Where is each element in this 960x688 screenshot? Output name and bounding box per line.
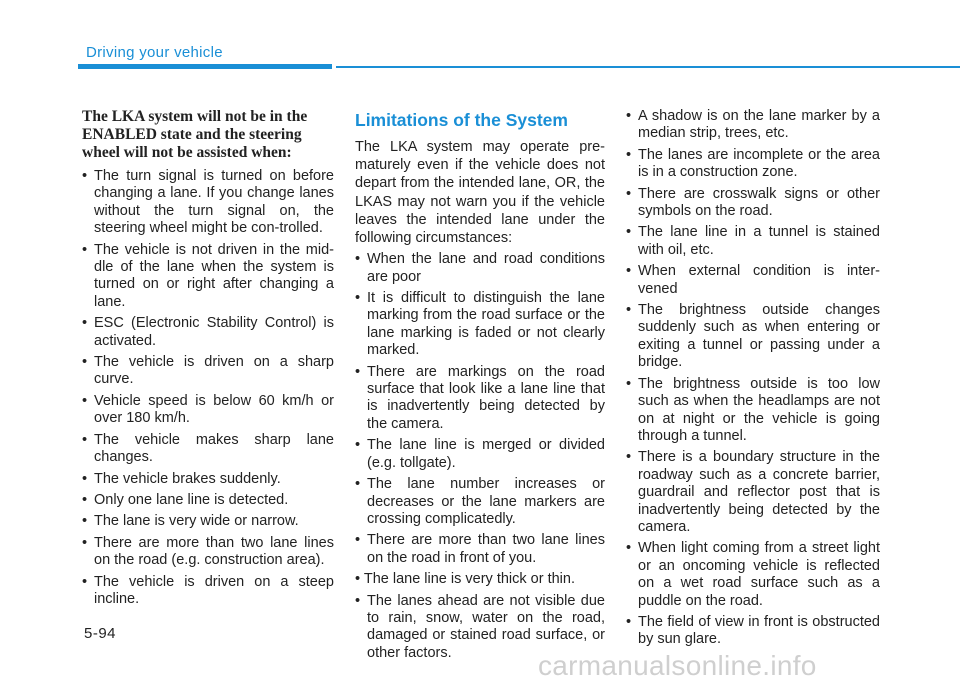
list-item-text: Only one lane line is detected. [94, 491, 289, 508]
bullet-icon: • [355, 437, 361, 454]
bullet-icon: • [626, 302, 632, 319]
list-item-text: When the lane and road conditions are poor [367, 251, 605, 285]
list-item [82, 574, 334, 609]
bullet-icon: • [626, 540, 632, 557]
list-item [626, 186, 880, 221]
list-item-text: ESC (Electronic Stability Control) is activated. [94, 315, 334, 349]
list-item [355, 532, 605, 567]
bullet-icon: • [355, 363, 361, 380]
bullet-icon: • [626, 263, 632, 280]
list-item [82, 315, 334, 350]
list-item [626, 302, 880, 372]
list-item [82, 168, 334, 238]
bullet-icon: • [626, 449, 632, 466]
middle-bullet-list [355, 251, 605, 567]
list-item-text: The lane line is merged or divided (e.g. tollgate). [367, 437, 605, 471]
list-item-text: The lanes are incomplete or the area is in a construction zone. [638, 146, 880, 181]
bullet-icon: • [626, 108, 632, 124]
list-item [355, 251, 605, 286]
bullet-icon: • [82, 573, 88, 590]
lka-not-enabled-heading: The LKA system will not be in the ENABLED state and the steering wheel will not be assisted when: [82, 108, 308, 161]
middle-column [355, 110, 605, 666]
list-item-text: The vehicle brakes suddenly. [94, 470, 281, 487]
bullet-icon: • [82, 392, 88, 409]
list-item-text: The brightness outside changes suddenly such as when entering or exiting a tunnel or passing under a bridge. [638, 302, 880, 371]
limitations-intro: The LKA system may operate pre-maturely even if the vehicle does not depart from the intended lane, OR, the LKAS may not warn you if the vehicle leaves the intended lane under the following circumstances: [355, 139, 605, 247]
watermark-logo: carmanualsonline.info [538, 650, 817, 681]
list-item-text: The vehicle is not driven in the mid-dle of the lane when the system is turned on or right after changing a lane. [94, 241, 334, 310]
bullet-icon: • [355, 251, 361, 268]
bullet-icon: • [82, 354, 88, 371]
list-item [626, 449, 880, 536]
bullet-icon: • [626, 613, 632, 630]
bullet-icon: • [355, 290, 361, 307]
right-bullet-list [626, 108, 880, 649]
list-item-text: The vehicle makes sharp lane changes. [94, 431, 334, 466]
bullet-icon: • [82, 168, 88, 184]
list-item-text: When light coming from a street light or an oncoming vehicle is reflected on a wet road surface such as a puddle on the road. [638, 540, 880, 609]
list-item-text: Vehicle speed is below 60 km/h or over 180 km/h. [94, 392, 334, 427]
right-column [626, 108, 880, 653]
bullet-icon: • [355, 532, 361, 549]
list-item-text: There are markings on the road surface that look like a lane line that is inadvertently being detected by the camera. [367, 363, 605, 432]
list-item [82, 471, 334, 488]
list-item [626, 263, 880, 298]
bullet-icon: • [626, 185, 632, 202]
bullet-icon: • [82, 431, 88, 448]
list-item-text: There are more than two lane lines on the road (e.g. construction area). [94, 534, 334, 569]
list-item [82, 354, 334, 389]
list-item [626, 540, 880, 610]
bullet-icon: • [626, 146, 632, 163]
list-item [82, 513, 334, 530]
list-item [355, 290, 605, 360]
header-rule-thin [336, 66, 960, 68]
list-item [82, 492, 334, 509]
bullet-icon: • [82, 241, 88, 258]
list-item-text: The lanes ahead are not visible due to rain, snow, water on the road, damaged or stained road surface, or other factors. [367, 592, 605, 661]
bullet-icon: • [82, 491, 88, 508]
list-item [626, 147, 880, 182]
left-column [82, 108, 334, 612]
bullet-icon: • [626, 224, 632, 241]
list-item-text: The field of view in front is obstructed by sun glare. [638, 613, 880, 648]
list-item-text: The vehicle is driven on a sharp curve. [94, 354, 334, 388]
section-title: Driving your vehicle [86, 44, 223, 61]
list-item-text: A shadow is on the lane marker by a median strip, trees, etc. [638, 108, 880, 142]
list-item [355, 437, 605, 472]
page-number: 5-94 [84, 625, 117, 642]
list-item-text: The turn signal is turned on before changing a lane. If you change lanes without the turn signal on, the steering wheel might be con-trolled. [94, 168, 334, 237]
list-item [626, 614, 880, 649]
bullet-icon: • [82, 513, 88, 530]
list-item [626, 376, 880, 446]
list-item [626, 224, 880, 259]
list-item-text: There is a boundary structure in the roadway such as a concrete barrier, guardrail and reflector post that is inadvertently being detected by the camera. [638, 449, 880, 535]
list-item [82, 242, 334, 312]
bullet-icon: • [355, 592, 361, 609]
limitations-title: Limitations of the System [355, 110, 568, 130]
list-item-text: There are more than two lane lines on the road in front of you. [367, 532, 605, 566]
list-item [355, 364, 605, 434]
bullet-icon: • [82, 470, 88, 487]
list-item-text: There are crosswalk signs or other symbols on the road. [638, 185, 880, 220]
list-item [82, 535, 334, 570]
bullet-icon: • [626, 375, 632, 392]
list-item-text: The lane number increases or decreases or the lane markers are crossing complicatedly. [367, 476, 605, 527]
list-item-text: The vehicle is driven on a steep incline. [94, 573, 334, 607]
list-item [82, 393, 334, 428]
list-item-text: When external condition is inter-vened [638, 263, 880, 297]
bullet-icon: • [355, 476, 361, 493]
header-rule-thick [78, 64, 332, 69]
left-bullet-list [82, 168, 334, 608]
list-item [626, 108, 880, 143]
list-item [355, 476, 605, 528]
list-item-text: The brightness outside is too low such as when the headlamps are not on at night or the vehicle is going through a tunnel. [638, 375, 880, 444]
thick-thin-line-item: • The lane line is very thick or thin. [355, 571, 575, 588]
list-item-text: The lane line in a tunnel is stained with oil, etc. [638, 224, 880, 258]
list-item-text: It is difficult to distinguish the lane marking from the road surface or the lane marking is faded or not clearly marked. [367, 290, 605, 359]
list-item [82, 432, 334, 467]
bullet-icon: • [82, 534, 88, 551]
bullet-icon: • [82, 315, 88, 332]
list-item-text: The lane is very wide or narrow. [94, 513, 299, 530]
